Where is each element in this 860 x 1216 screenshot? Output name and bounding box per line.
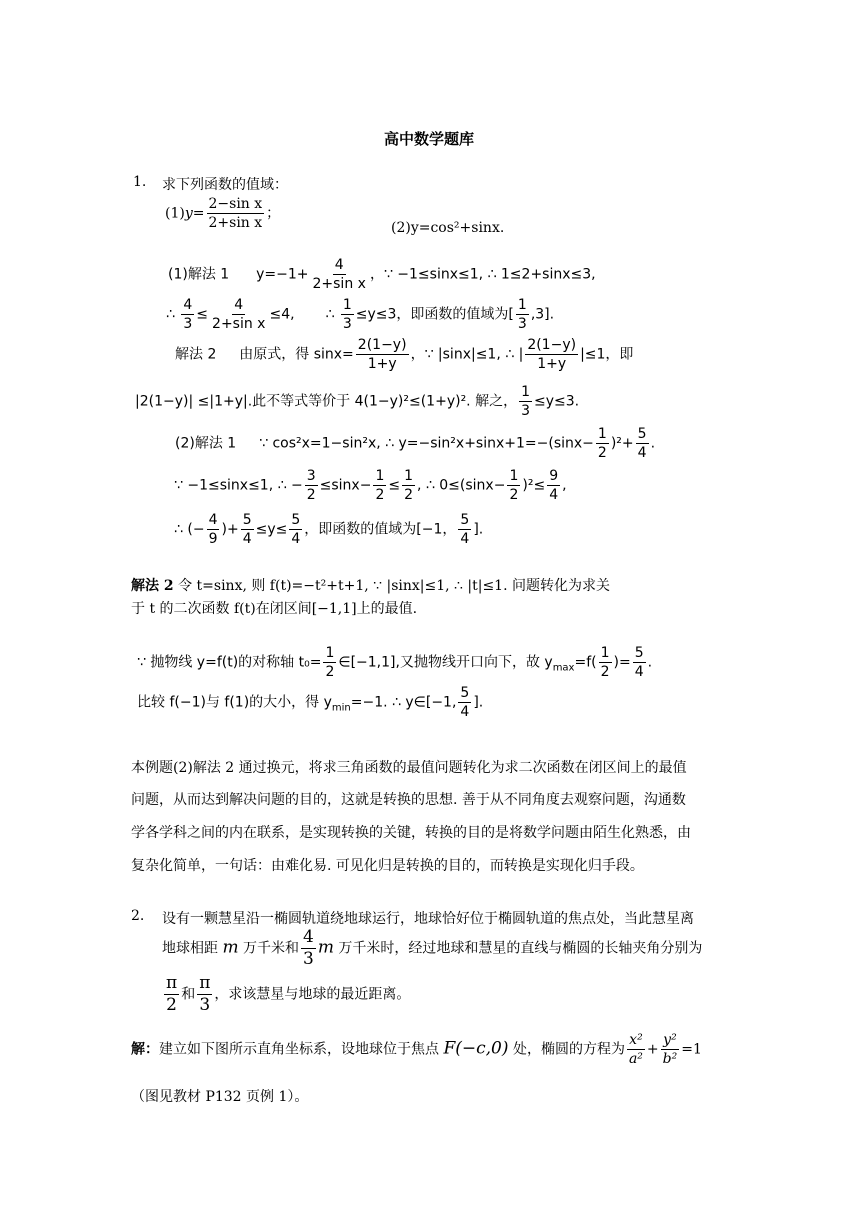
denominator: 2 [404, 487, 414, 503]
question-2-number: 2. [131, 908, 145, 924]
denominator: 4 [637, 445, 647, 461]
expr: ≤y≤3. [534, 393, 580, 410]
fraction [507, 469, 520, 502]
fraction [207, 513, 220, 546]
expr: ≤y≤3，即函数的值域为[ [355, 306, 514, 323]
fraction [311, 258, 368, 291]
numerator: 5 [637, 426, 647, 442]
expr: 地球相距 [162, 940, 223, 957]
denominator: 4 [634, 664, 644, 680]
therefore-sign: ∴ [166, 306, 175, 323]
expr: ，∵ |sinx|≤1, ∴ | [410, 346, 524, 363]
fraction [458, 686, 471, 719]
fraction [458, 513, 471, 546]
numerator: 2(1−y) [527, 337, 577, 353]
solution-line-2: （图见教材 P132 页例 1）。 [131, 1089, 309, 1105]
subscript: min [331, 702, 351, 714]
part-2-line-3 [174, 513, 483, 546]
denominator: 2 [166, 995, 177, 1015]
denominator: 4 [242, 531, 252, 547]
numerator: π [166, 973, 178, 993]
fraction [599, 646, 612, 679]
numerator: 1 [404, 468, 414, 484]
fraction [373, 469, 386, 502]
numerator: 1 [342, 297, 352, 313]
fraction [301, 929, 316, 968]
fraction [402, 469, 415, 502]
numerator: 1 [517, 297, 527, 313]
solution-1-expr-tail: ，∵ −1≤sinx≤1, ∴ 1≤2+sinx≤3, [369, 266, 596, 283]
denominator: 3 [521, 403, 531, 419]
numerator: 2(1−y) [357, 337, 407, 353]
function-1-tail: ； [266, 205, 281, 222]
denominator: 2 [375, 487, 385, 503]
numerator: 4 [208, 512, 218, 528]
method-2-label: 解法 2 [131, 578, 174, 594]
function-1-eq: = [192, 205, 205, 222]
expr: 万千米和 [238, 940, 300, 957]
denominator: 9 [208, 531, 218, 547]
expr: , [562, 477, 567, 494]
numerator: x² [629, 1032, 643, 1048]
numerator: 4 [234, 297, 244, 313]
numerator: 1 [509, 468, 519, 484]
numerator: 9 [549, 468, 559, 484]
operator: ≤4, [269, 306, 295, 323]
solution-1-expr: y=−1+ [256, 266, 309, 283]
solution-label: 解： [131, 1041, 159, 1058]
numerator: 1 [375, 468, 385, 484]
denominator: 3 [517, 316, 527, 332]
denominator: 3 [342, 316, 352, 332]
summary-line-3: 学各学科之间的内在联系，是实现转换的关键，转换的目的是将数学问题由陌生化熟悉，由 [131, 825, 691, 841]
method-2-line-2: 于 t 的二次函数 f(t)在闭区间[−1,1]上的最值. [131, 601, 418, 617]
expr: =1 [681, 1041, 702, 1058]
denominator: 4 [291, 531, 301, 547]
expr: + [646, 1041, 659, 1058]
fraction [289, 513, 302, 546]
subscript: max [552, 662, 575, 674]
solution-1-label: (1)解法 1 [168, 266, 230, 283]
numerator: 3 [306, 468, 316, 484]
part-2-line-2 [174, 469, 567, 502]
function-1-label: (1) [165, 205, 185, 222]
denominator: 4 [549, 487, 559, 503]
expr: . [650, 435, 656, 452]
denominator: 2+sin x [312, 276, 366, 292]
part-2-line-1 [175, 427, 655, 460]
function-1-numerator: 2−sin x [208, 196, 263, 212]
method-2-line-4 [137, 686, 483, 719]
solution-2-label: 解法 2 [175, 346, 217, 363]
function-1-fraction [207, 197, 265, 230]
function-1 [165, 197, 280, 230]
expr: )²+ [610, 435, 634, 452]
fraction [181, 298, 194, 331]
numerator: 1 [325, 645, 335, 661]
fraction [547, 469, 560, 502]
denominator: 2 [325, 664, 335, 680]
fraction [633, 646, 646, 679]
solution-line-1 [131, 1033, 702, 1066]
expr: ∴ (− [174, 521, 205, 538]
fraction [323, 646, 336, 679]
question-prompt: 求下列函数的值域： [162, 177, 288, 193]
expr: =f( [574, 654, 597, 671]
solution-2-line-2 [135, 385, 579, 418]
expr: |2(1−y)| ≤|1+y|.此不等式等价于 4(1−y)²≤(1+y)². 解之， [135, 393, 518, 410]
question-2-line-1: 设有一颗慧星沿一椭圆轨道绕地球运行，地球恰好位于椭圆轨道的焦点处，当此慧星离 [162, 911, 694, 927]
denominator: 3 [199, 995, 211, 1015]
fraction [525, 338, 578, 371]
variable-m: m [317, 937, 334, 958]
summary-line-4: 复杂化简单，一句话：由难化易. 可见化归是转换的目的，而转换是实现化归手段。 [131, 858, 644, 874]
denominator: a² [628, 1051, 643, 1067]
numerator: 5 [460, 685, 470, 701]
numerator: 4 [334, 257, 344, 273]
function-1-denominator: 2+sin x [208, 215, 263, 231]
numerator: 5 [291, 512, 301, 528]
expr: , ∴ 0≤(sinx− [417, 477, 506, 494]
denominator: 3 [303, 949, 314, 969]
solution-2-line-1 [175, 338, 633, 371]
expr: ，求该慧星与地球的最近距离。 [214, 986, 411, 1003]
expr: ∵ −1≤sinx≤1, ∴ − [174, 477, 303, 494]
variable-m: m [222, 937, 239, 958]
denominator: 2 [509, 487, 519, 503]
numerator: 5 [242, 512, 252, 528]
numerator: π [199, 973, 211, 993]
fraction [519, 385, 532, 418]
expr: ∵ cos²x=1−sin²x, ∴ y=−sin²x+sinx+1=−(sinx− [259, 435, 594, 452]
fraction [627, 1033, 645, 1066]
denominator: 2 [597, 445, 607, 461]
fraction [516, 298, 529, 331]
numerator: 5 [460, 512, 470, 528]
fraction [341, 298, 354, 331]
numerator: 4 [303, 927, 314, 947]
fraction [661, 1033, 680, 1066]
question-number: 1. [133, 174, 147, 190]
denominator: b² [662, 1051, 678, 1067]
expr: ，即函数的值域为[−1， [304, 521, 457, 538]
solution-1-line-1 [168, 258, 596, 291]
expr: ]. [473, 521, 484, 538]
expr: ∈[−1,1],又抛物线开口向下，故 y [338, 654, 553, 671]
expr: 令 t=sinx, 则 f(t)=−t²+t+1, ∵ |sinx|≤1, ∴ |t|≤1. 问题转化为求关 [178, 578, 610, 594]
expr: . [647, 654, 653, 671]
numerator: y² [663, 1032, 677, 1048]
expr: 处，椭圆的方程为 [508, 1041, 625, 1058]
expr: ≤ [388, 477, 401, 494]
denominator: 1+y [367, 356, 397, 372]
denominator: 2 [600, 664, 610, 680]
operator: ≤ [196, 306, 209, 323]
question-2-line-2 [162, 929, 702, 968]
method-2-line-1 [131, 575, 610, 595]
part-2-label: (2)解法 1 [175, 435, 237, 452]
expr: ≤sinx− [319, 477, 372, 494]
expr: ]. [473, 694, 484, 711]
expr: )+ [221, 521, 239, 538]
solution-1-line-2 [166, 298, 554, 331]
numerator: 1 [597, 426, 607, 442]
fraction [241, 513, 254, 546]
denominator: 3 [183, 316, 193, 332]
expr: =−1. ∴ y∈[−1, [350, 694, 457, 711]
expr: ,3]. [530, 306, 555, 323]
expr: |≤1，即 [580, 346, 634, 363]
summary-line-1: 本例题(2)解法 2 通过换元，将求三角函数的最值问题转化为求二次函数在闭区间上的最值 [131, 760, 687, 776]
question-2-line-3 [162, 975, 410, 1014]
fraction [305, 469, 318, 502]
denominator: 1+y [537, 356, 567, 372]
focus-point: F(−c,0) [443, 1038, 509, 1059]
expr: 建立如下图所示直角坐标系，设地球位于焦点 [159, 1041, 444, 1058]
expr: )= [613, 654, 631, 671]
denominator: 4 [460, 704, 470, 720]
function-1-var: y [184, 205, 193, 222]
function-2: (2)y=cos²+sinx. [391, 220, 505, 236]
expr: ≤y≤ [255, 521, 288, 538]
numerator: 1 [600, 645, 610, 661]
fraction [197, 975, 212, 1014]
expr: ∵ 抛物线 y=f(t)的对称轴 t₀= [137, 654, 322, 671]
summary-line-2: 问题，从而达到解决问题的目的，这就是转换的思想. 善于从不同角度去观察问题，沟通数 [131, 792, 686, 808]
expr: 和 [181, 986, 196, 1003]
expr: 由原式，得 sinx= [239, 346, 354, 363]
expr: 万千米时，经过地球和慧星的直线与椭圆的长轴夹角分别为 [333, 940, 703, 957]
fraction [164, 975, 179, 1014]
expr: )²≤ [522, 477, 546, 494]
fraction [636, 427, 649, 460]
method-2-line-3 [137, 646, 652, 679]
page-title: 高中数学题库 [384, 130, 475, 148]
expr: 比较 f(−1)与 f(1)的大小，得 y [137, 694, 332, 711]
denominator: 2 [306, 487, 316, 503]
numerator: 5 [634, 645, 644, 661]
fraction [356, 338, 409, 371]
fraction [596, 427, 609, 460]
therefore-sign: ∴ [325, 306, 335, 323]
denominator: 2+sin x [212, 316, 266, 332]
fraction [210, 298, 267, 331]
numerator: 1 [521, 384, 531, 400]
numerator: 4 [183, 297, 193, 313]
denominator: 4 [460, 531, 470, 547]
